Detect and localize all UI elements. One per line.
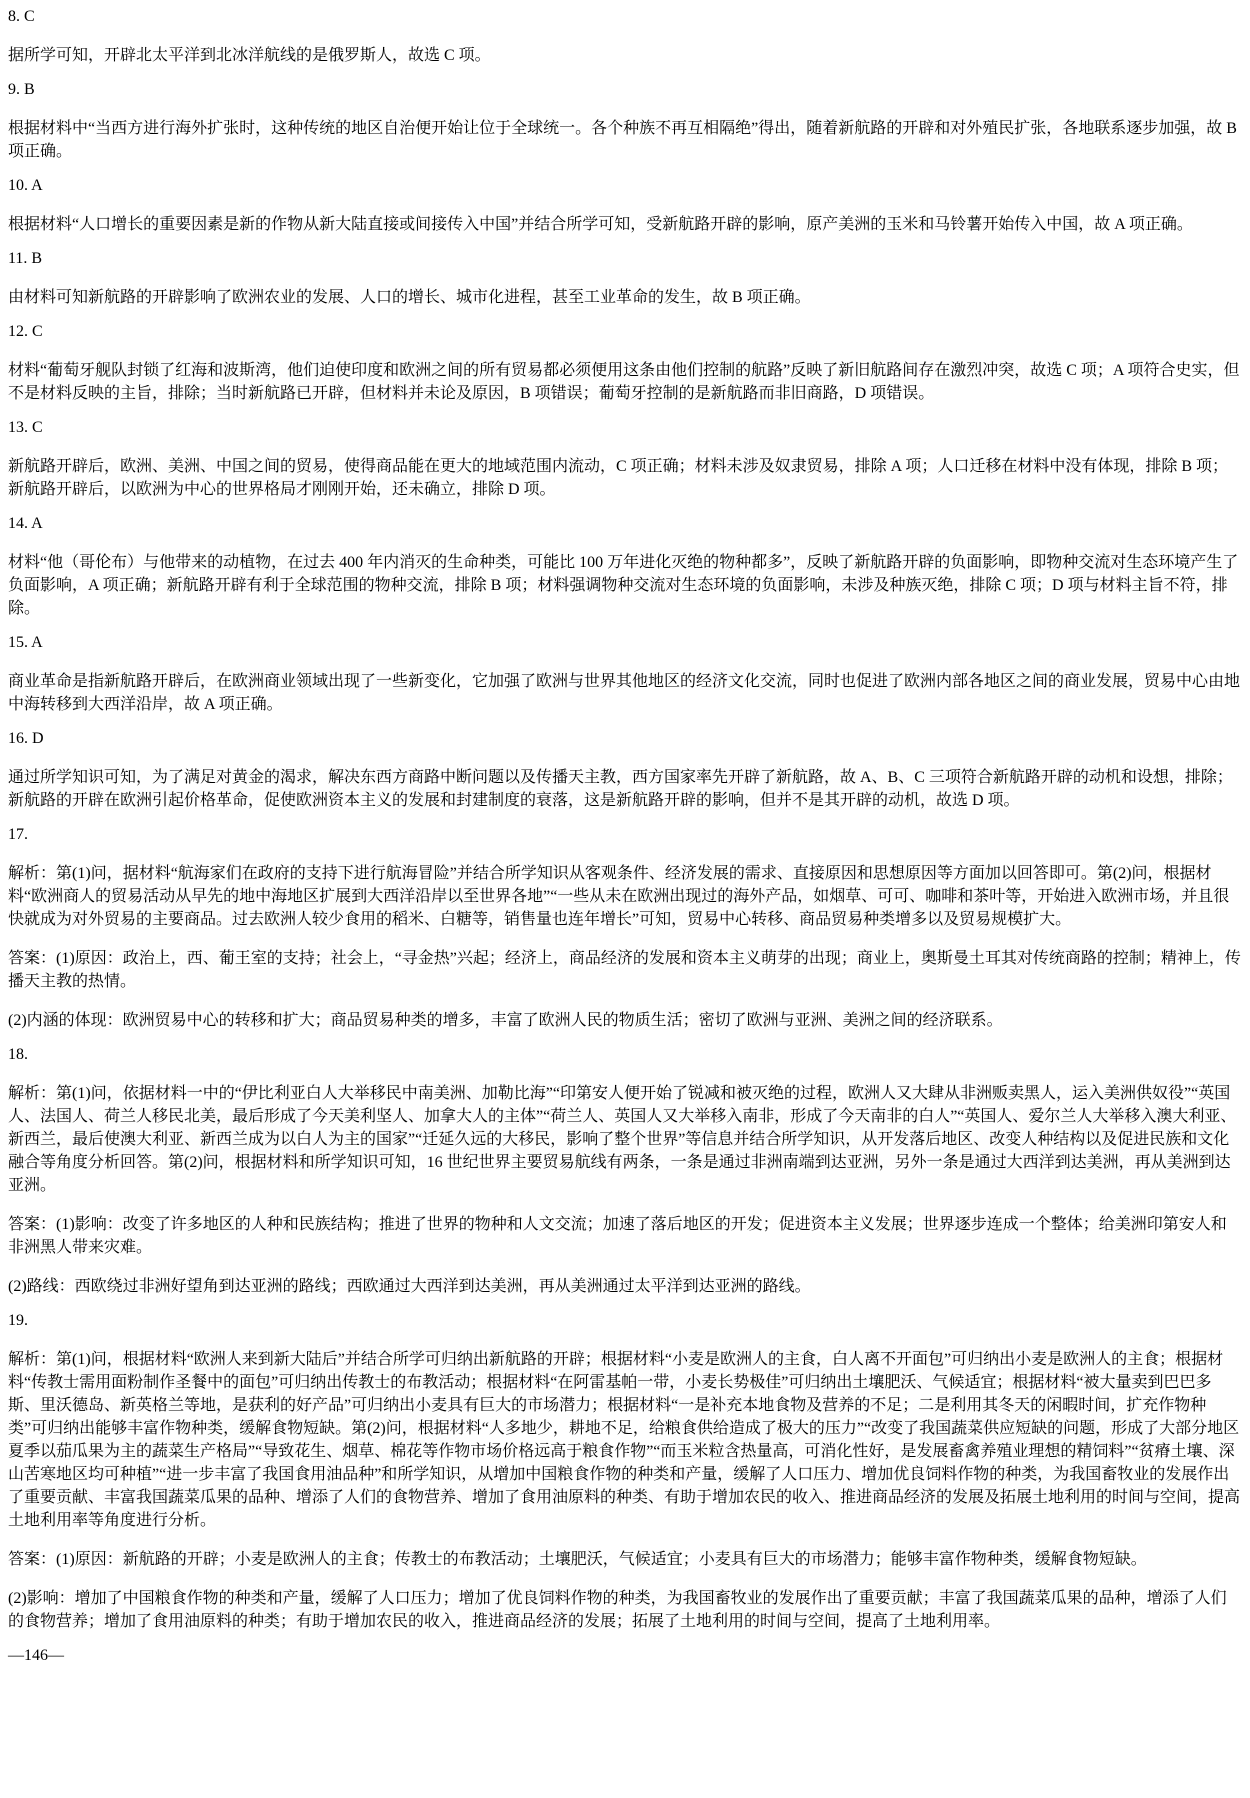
question-number: 16. D xyxy=(8,730,44,747)
question-number: 12. C xyxy=(8,323,43,340)
answer-item xyxy=(8,1585,1242,1631)
answer-text: 由材料可知新航路的开辟影响了欧洲农业的发展、人口的增长、城市化进程，甚至工业革命的发生，故 B 项正确。 xyxy=(8,289,811,306)
answer-item xyxy=(8,177,1242,234)
answer-item: 答案：(1)原因：政治上，西、葡王室的支持；社会上，“寻金热”兴起；经济上，商品经济的发展和资本主义萌芽的出现；商业上，奥斯曼土耳其对传统商路的控制；精神上，传播天主教的热情。 xyxy=(8,950,1241,990)
answer-text: (2)路线：西欧绕过非洲好望角到达亚洲的路线；西欧通过大西洋到达美洲，再从美洲通过太平洋到达亚洲的路线。 xyxy=(8,1278,811,1295)
section-label: 解析 xyxy=(8,1351,41,1368)
answer-item xyxy=(8,1273,1242,1296)
answer-text: (2)影响：增加了中国粮食作物的种类和产量，缓解了人口压力；增加了优良饲料作物的种类，为我国畜牧业的发展作出了重要贡献；丰富了我国蔬菜瓜果的品种，增添了人们的食物营养；增加了食用油原料的种类；有助于增加农民的收入，推进商品经济的发展；拓展了土地利用的时间与空间，提高了土地利用率。 xyxy=(8,1590,1227,1630)
answer-item xyxy=(8,81,1242,161)
answer-item xyxy=(8,250,1242,307)
question-number: 17. xyxy=(8,826,28,843)
answer-text: 材料“葡萄牙舰队封锁了红海和波斯湾，他们迫使印度和欧洲之间的所有贸易都必须便用这条由他们控制的航路”反映了新旧航路间存在激烈冲突，故选 C 项；A 项符合史实，但不是材料反映的主旨，排除；当时新航路已开辟，但材料并未论及原因，B 项错误；葡萄牙控制的是新航路而非旧商路，D 项错误。 xyxy=(8,362,1240,402)
answer-item xyxy=(8,515,1242,618)
section-label: 解析 xyxy=(8,865,41,882)
answer-item xyxy=(8,419,1242,499)
question-number: 9. B xyxy=(8,81,35,98)
answer-text: 新航路开辟后，欧洲、美洲、中国之间的贸易，使得商品能在更大的地域范围内流动，C 项正确；材料未涉及奴隶贸易，排除 A 项；人口迁移在材料中没有体现，排除 B 项；新航路开辟后，以欧洲为中心的世界格局才刚刚开始，还未确立，排除 D 项。 xyxy=(8,458,1229,498)
answer-text: 材料“他（哥伦布）与他带来的动植物，在过去 400 年内消灭的生命种类，可能比 100 万年进化灭绝的物种都多”，反映了新航路开辟的负面影响，即物种交流对生态环境产生了负面影响，A 项正确；新航路开辟有利于全球范围的物种交流，排除 B 项；材料强调物种交流对生态环境的负面影响，未涉及种族灭绝，排除 C 项；D 项与材料主旨不符，排除。 xyxy=(8,554,1239,617)
section-label: 解析 xyxy=(8,1085,41,1102)
page-number: 146 xyxy=(24,1647,48,1664)
answer-item: 答案：(1)原因：新航路的开辟；小麦是欧洲人的主食；传教士的布教活动；土壤肥沃，气候适宜；小麦具有巨大的市场潜力；能够丰富作物种类，缓解食物短缺。 xyxy=(8,1551,1147,1568)
right-column xyxy=(8,1007,1242,1631)
answer-text: (1)原因：新航路的开辟；小麦是欧洲人的主食；传教士的布教活动；土壤肥沃，气候适宜；小麦具有巨大的市场潜力；能够丰富作物种类，缓解食物短缺。 xyxy=(56,1551,1147,1568)
page-footer: —146— xyxy=(8,1647,64,1664)
answer-text: 根据材料“人口增长的重要因素是新的作物从新大陆直接或间接传入中国”并结合所学可知，受新航路开辟的影响，原产美洲的玉米和马铃薯开始传入中国，故 A 项正确。 xyxy=(8,216,1193,233)
answer-text: (2)内涵的体现：欧洲贸易中心的转移和扩大；商品贸易种类的增多，丰富了欧洲人民的物质生活；密切了欧洲与亚洲、美洲之间的经济联系。 xyxy=(8,1012,1003,1029)
question-number: 18. xyxy=(8,1046,28,1063)
answer-item: 17. 解析：第(1)问，据材料“航海家们在政府的支持下进行航海冒险”并结合所学知识从客观条件、经济发展的需求、直接原因和思想原因等方面加以回答即可。第(2)问，根据材料“欧洲商人的贸易活动从早先的地中海地区扩展到大西洋沿岸以至世界各地”“一些从未在欧洲出现过的海外产品，如烟草、可可、咖啡和茶叶等，开始进入欧洲市场，并且很快就成为对外贸易的主要商品。过去欧洲人较少食用的稻米、白糖等，销售量也连年增长”可知，贸易中心转移、商品贸易种类增多以及贸易规模扩大。 xyxy=(8,826,1230,928)
question-number: 15. A xyxy=(8,634,43,651)
answer-text: 据所学可知，开辟北太平洋到北冰洋航线的是俄罗斯人，故选 C 项。 xyxy=(8,47,491,64)
answer-text: 第(1)问，依据材料一中的“伊比利亚白人大举移民中南美洲、加勒比海”“印第安人便开始了锐减和被灭绝的过程，欧洲人又大肆从非洲贩卖黑人，运入美洲供奴役”“英国人、法国人、荷兰人移民北美，最后形成了今天美利坚人、加拿大人的主体”“荷兰人、英国人又大举移入南非，形成了今天南非的白人”“英国人、爱尔兰人大举移入澳大利亚、新西兰，最后使澳大利亚、新西兰成为以白人为主的国家”“迁延久远的大移民，影响了整个世界”等信息并结合所学知识，从开发落后地区、改变人种结构以及促进民族和文化融合等角度分析回答。第(2)问，根据材料和所学知识可知，16 世纪世界主要贸易航线有两条，一条是通过非洲南端到达亚洲，另外一条是通过大西洋到达美洲，再从美洲到达亚洲。 xyxy=(8,1085,1237,1194)
answer-item: 答案：(1)影响：改变了许多地区的人种和民族结构；推进了世界的物种和人文交流；加速了落后地区的开发；促进资本主义发展；世界逐步连成一个整体；给美洲印第安人和非洲黑人带来灾难。 xyxy=(8,1216,1227,1256)
answer-item: 19. 解析：第(1)问，根据材料“欧洲人来到新大陆后”并结合所学可归纳出新航路的开辟；根据材料“小麦是欧洲人的主食，白人离不开面包”可归纳出小麦是欧洲人的主食；根据材料“传教士需用面粉制作圣餐中的面包”可归纳出传教士的布教活动；根据材料“在阿雷基帕一带，小麦长势极佳”可归纳出土壤肥沃、气候适宜；根据材料“被大量卖到巴巴多斯、里沃德岛、新英格兰等地，是获利的好产品”可归纳出小麦具有巨大的市场潜力；根据材料“一是补充本地食物及营养的不足；二是利用其冬天的闲暇时间，扩充作物种类”可归纳出能够丰富作物种类，缓解食物短缺。第(2)问，根据材料“人多地少，耕地不足，给粮食供给造成了极大的压力”“改变了我国蔬菜供应短缺的问题，形成了大部分地区夏季以茄瓜果为主的蔬菜生产格局”“导致花生、烟草、棉花等作物市场价格远高于粮食作物”“而玉米粒含热量高，可消化性好，是发展畜禽养殖业理想的精饲料”“贫瘠土壤、深山苦寒地区均可种植”“进一步丰富了我国食用油品种”和所学知识，从增加中国粮食作物的种类和产量，缓解了人口压力、增加优良饲料作物的种类，为我国畜牧业的发展作出了重要贡献、丰富我国蔬菜瓜果的品种、增添了人们的食物营养、增加了食用油原料的种类、有助于增加农民的收入、推进商品经济的发展及拓展土地利用的时间与空间，提高土地利用率等角度进行分析。 xyxy=(8,1312,1241,1529)
question-number: 14. A xyxy=(8,515,43,532)
section-label: 答案 xyxy=(8,1216,41,1233)
question-number: 19. xyxy=(8,1312,28,1329)
answer-item: 18. 解析：第(1)问，依据材料一中的“伊比利亚白人大举移民中南美洲、加勒比海”“印第安人便开始了锐减和被灭绝的过程，欧洲人又大肆从非洲贩卖黑人，运入美洲供奴役”“英国人、法国人、荷兰人移民北美，最后形成了今天美利坚人、加拿大人的主体”“荷兰人、英国人又大举移入南非，形成了今天南非的白人”“英国人、爱尔兰人大举移入澳大利亚、新西兰，最后使澳大利亚、新西兰成为以白人为主的国家”“迁延久远的大移民，影响了整个世界”等信息并结合所学知识，从开发落后地区、改变人种结构以及促进民族和文化融合等角度分析回答。第(2)问，根据材料和所学知识可知，16 世纪世界主要贸易航线有两条，一条是通过非洲南端到达亚洲，另外一条是通过大西洋到达美洲，再从美洲到达亚洲。 xyxy=(8,1046,1237,1194)
answer-text: 商业革命是指新航路开辟后，在欧洲商业领域出现了一些新变化，它加强了欧洲与世界其他地区的经济文化交流，同时也促进了欧洲内部各地区之间的商业发展，贸易中心由地中海转移到大西洋沿岸，故 A 项正确。 xyxy=(8,673,1241,713)
question-number: 10. A xyxy=(8,177,43,194)
answer-text: 根据材料中“当西方进行海外扩张时，这种传统的地区自治便开始让位于全球统一。各个种族不再互相隔绝”得出，随着新航路的开辟和对外殖民扩张，各地联系逐步加强，故 B 项正确。 xyxy=(8,120,1237,160)
section-label: 答案 xyxy=(8,1551,41,1568)
question-number: 13. C xyxy=(8,419,43,436)
section-label: 答案 xyxy=(8,950,41,967)
answer-text: 通过所学知识可知，为了满足对黄金的渴求，解决东西方商路中断问题以及传播天主教，西方国家率先开辟了新航路，故 A、B、C 三项符合新航路开辟的动机和设想，排除；新航路的开辟在欧洲引起价格革命，促使欧洲资本主义的发展和封建制度的衰落，这是新航路开辟的影响，但并不是其开辟的动机，故选 D 项。 xyxy=(8,769,1233,809)
answer-text: (1)影响：改变了许多地区的人种和民族结构；推进了世界的物种和人文交流；加速了落后地区的开发；促进资本主义发展；世界逐步连成一个整体；给美洲印第安人和非洲黑人带来灾难。 xyxy=(8,1216,1227,1256)
answer-item xyxy=(8,1007,1242,1030)
question-number: 8. C xyxy=(8,8,35,25)
answer-item xyxy=(8,634,1242,714)
answer-text: 第(1)问，根据材料“欧洲人来到新大陆后”并结合所学可归纳出新航路的开辟；根据材料“小麦是欧洲人的主食，白人离不开面包”可归纳出小麦是欧洲人的主食；根据材料“传教士需用面粉制作圣餐中的面包”可归纳出传教士的布教活动；根据材料“在阿雷基帕一带，小麦长势极佳”可归纳出土壤肥沃、气候适宜；根据材料“被大量卖到巴巴多斯、里沃德岛、新英格兰等地，是获利的好产品”可归纳出小麦具有巨大的市场潜力；根据材料“一是补充本地食物及营养的不足；二是利用其冬天的闲暇时间，扩充作物种类”可归纳出能够丰富作物种类，缓解食物短缺。第(2)问，根据材料“人多地少，耕地不足，给粮食供给造成了极大的压力”“改变了我国蔬菜供应短缺的问题，形成了大部分地区夏季以茄瓜果为主的蔬菜生产格局”“导致花生、烟草、棉花等作物市场价格远高于粮食作物”“而玉米粒含热量高，可消化性好，是发展畜禽养殖业理想的精饲料”“贫瘠土壤、深山苦寒地区均可种植”“进一步丰富了我国食用油品种”和所学知识，从增加中国粮食作物的种类和产量，缓解了人口压力、增加优良饲料作物的种类，为我国畜牧业的发展作出了重要贡献、丰富我国蔬菜瓜果的品种、增添了人们的食物营养、增加了食用油原料的种类、有助于增加农民的收入、推进商品经济的发展及拓展土地利用的时间与空间，提高土地利用率等角度进行分析。 xyxy=(8,1351,1241,1529)
answer-item xyxy=(8,730,1242,810)
question-number: 11. B xyxy=(8,250,43,267)
left-column xyxy=(8,8,1242,991)
answer-text: 第(1)问，据材料“航海家们在政府的支持下进行航海冒险”并结合所学知识从客观条件、经济发展的需求、直接原因和思想原因等方面加以回答即可。第(2)问，根据材料“欧洲商人的贸易活动从早先的地中海地区扩展到大西洋沿岸以至世界各地”“一些从未在欧洲出现过的海外产品，如烟草、可可、咖啡和茶叶等，开始进入欧洲市场，并且很快就成为对外贸易的主要商品。过去欧洲人较少食用的稻米、白糖等，销售量也连年增长”可知，贸易中心转移、商品贸易种类增多以及贸易规模扩大。 xyxy=(8,865,1230,928)
answer-item xyxy=(8,8,1242,65)
answer-text: (1)原因：政治上，西、葡王室的支持；社会上，“寻金热”兴起；经济上，商品经济的发展和资本主义萌芽的出现；商业上，奥斯曼土耳其对传统商路的控制；精神上，传播天主教的热情。 xyxy=(8,950,1241,990)
answer-item xyxy=(8,323,1242,403)
